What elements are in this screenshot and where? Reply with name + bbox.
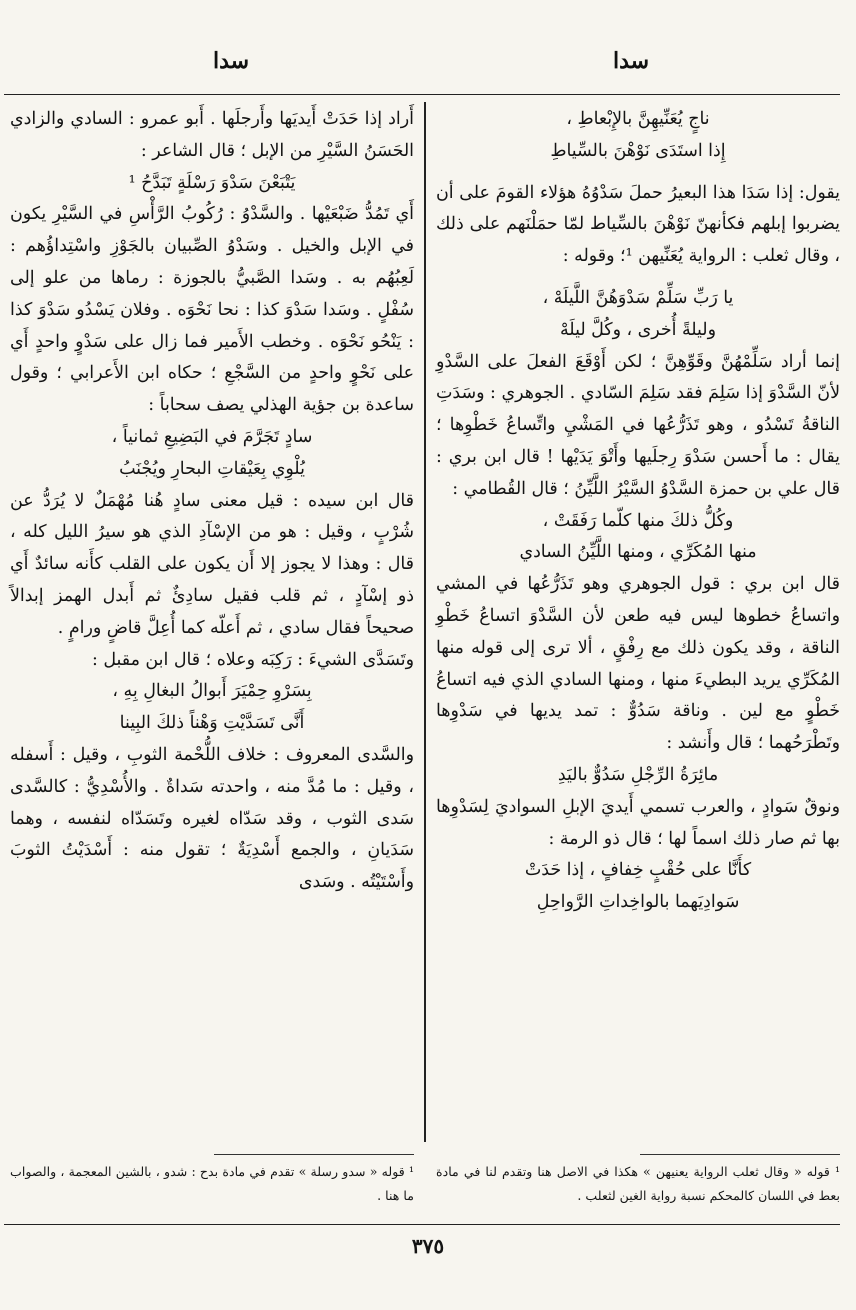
- verse-line: منها المُكَرِّي ، ومنها اللَّيِّنُ السادي: [519, 542, 757, 563]
- column-divider: [424, 102, 426, 1142]
- verse-line: يَتْبَعْنَ سَدْوَ رَسْلَةٍ تَبَدَّحُ ¹: [128, 172, 296, 193]
- spacer: [436, 273, 840, 283]
- verse-line: ناجٍ يُعَنِّيهِنَّ بالإِبْعاطِ ،: [566, 109, 710, 129]
- paragraph: وتَسَدَّى الشيءَ : رَكِبَه وعلاه ؛ قال ابن مقبل :: [91, 649, 414, 670]
- verse-line: بِسَرْوِ حِمْيَرَ أَبوالُ البغالِ بِهِ ،: [112, 681, 312, 702]
- top-rule: [4, 94, 840, 95]
- paragraph: إنما أراد سَلِّمْهُنَّ وقَوِّهِنَّ ؛ لكن أَوْقَعَ الفعلَ على السَّدْوِ لأنّ السَّدْوَ إذا سَلِمَ فقد سَلِمَ السّادي . الجوهري : وسَدَتِ الناقةُ تَسْدُو ، وهو تَذَرُّعُها في المَشْيِ واتِّساعُ خَطْوِها ؛ يقال : ما أَحسن سَدْوَ رِجلَيها وأَتْوَ يَدَيْها ! قال ابن بري : قال علي بن حمزة السَّدْوُ السَّيْرُ اللَّيِّنُ ؛ قال القُطامي :: [436, 351, 840, 499]
- verse-line: سادٍ تَجَرَّمَ في البَضِيعِ ثمانياً ،: [111, 426, 313, 447]
- header-right-title: سدا: [612, 48, 650, 74]
- paragraph: ونوقٌ سَوادٍ ، والعرب تسمي أَيديَ الإبلِ السواديَ لِسَدْوِها بها ثم صار ذلك اسماً لها ؛ قال ذو الرمة :: [436, 796, 840, 849]
- verse-line: كأَنَّا على حُقْبٍ خِفافٍ ، إذا حَدَتْ: [524, 860, 752, 881]
- verse-line: سَوادِيَهما بالواخِداتِ الرَّواحِلِ: [536, 892, 740, 913]
- verse-line: يُلْوِي بِعَيْقاتِ البحارِ ويُجْنَبُ: [119, 458, 305, 479]
- verse-line: وكُلُّ ذلكَ منها كلّما رَفَقَتْ ،: [542, 510, 734, 531]
- footnote-rule-right: [640, 1154, 840, 1155]
- page-number: ٣٧٥: [411, 1234, 445, 1258]
- verse-line: أَنَّى تَسَدَّيْتِ وَهْناً ذلكَ البِينا: [119, 713, 305, 734]
- verse-line: يا رَبِّ سَلِّمْ سَدْوَهُنَّ اللَّيلَهْ ،: [542, 287, 734, 308]
- verse-line: مائِرَةُ الرِّجْلِ سَدُوٌّ باليَدِ: [557, 764, 719, 785]
- footnote-left: ¹ قوله « سدو رسلة » تقدم في مادة بدح : شدو ، بالشين المعجمة ، والصواب ما هنا .: [10, 1164, 414, 1203]
- footnote-rule-left: [214, 1154, 414, 1155]
- verse-line: وليلةً أُخرى ، وكُلَّ ليلَهْ: [559, 319, 716, 340]
- footnote-right: ¹ قوله « وقال ثعلب الرواية يعنيهن » هكذا في الاصل هنا وتقدم لنا في مادة بعط في اللسان كالمحكم نسبة رواية الغين لثعلب .: [436, 1164, 840, 1203]
- verse-line: إِذا استَدَى نَوْهْنَ بالسِّياطِ: [550, 140, 726, 161]
- paragraph: أَراد إذا حَدَتْ أَيديَها وأَرجلَها . أَبو عمرو : السادي والزادي الحَسَنُ السَّيْرِ من الإبل ؛ قال الشاعر :: [10, 109, 414, 161]
- paragraph: قال ابن سيده : قيل معنى سادٍ هُنا مُهْمَلٌ لا يُرَدُّ عن شُرْبٍ ، وقيل : هو من الإسْآدِ الذي هو سيرُ الليل كله ، قال : وهذا لا يجوز إلا أَن يكون على القلب كأَنه سائدٌ أَي ذو إسْآدٍ ، ثم قلب فقيل سادِئٌ ثم أَبدل الهمز إبدالاً صحيحاً فقال سادي ، ثم أَعلّه كما أُعِلَّ قاضٍ ورامٍ .: [10, 490, 414, 638]
- spacer: [436, 168, 840, 178]
- paragraph: يقول: إذا سَدَا هذا البعيرُ حملَ سَدْوُهُ هؤلاء القومَ على أن يضربوا إبلهم فكأنهنّ نَوْهْنَ بالسِّياط لمّا حمَلْنَهم على ذلك ، وقال ثعلب : الرواية يُعَنِّيهن ¹؛ وقوله :: [436, 182, 840, 267]
- bottom-rule: [4, 1224, 840, 1225]
- left-column: [10, 104, 414, 899]
- paragraph: قال ابن بري : قول الجوهري وهو تَذَرُّعُها في المشي واتساعُ خطوها ليس فيه طعن لأن السَّدْوَ اتساعُ خَطْوِ الناقة ، وقد يكون ذلك مع رِفْقٍ ، ألا ترى إلى قوله منها المُكَرِّي يريد البطيءَ منها ، ومنها السادي الذي فيه اتساعُ خَطْوٍ مع لين . وناقة سَدُوٌّ : تمد يديها في سَدْوِها وتَطْرَحُهما ؛ قال وأَنشد :: [436, 574, 840, 754]
- paragraph: والسَّدى المعروف : خلاف اللُّحْمة الثوبِ ، وقيل : أَسفله ، وقيل : ما مُدَّ منه ، واحدته سَداةٌ . والأُسْدِيُّ : كالسَّدى سَدى الثوب ، وقد سَدّاه لغيره وتَسَدّاه لنفسه ، وهما سَدَيانِ ، والجمع أَسْدِيَةٌ ؛ تقول منه : أَسْدَيْتُ الثوبَ وأَسْتَيْتُه . وسَدى: [10, 744, 414, 893]
- right-column: [436, 104, 840, 919]
- header-left-title: سدا: [212, 48, 250, 74]
- paragraph: أَي تَمُدُّ ضَبْعَيْها . والسَّدْوُ : رُكُوبُ الرَّأْسِ في السَّيْرِ يكون في الإبل والخيل . وسَدْوُ الصِّبيان بالجَوْزِ واسْتِداؤُهم : لَعِبُهُم به . وسَدا الصَّبيُّ بالجوزة : رماها من علو إلى سُفْلٍ . وسَدا سَدْوَ كذا : نحا نَحْوَه . وفلان يَسْدُو سَدْوَ كذا : يَنْحُو نَحْوَه . وخطب الأَمير فما زال على سَدْوٍ واحدٍ أَي على نَحْوٍ واحدٍ من السَّجْعِ ؛ حكاه ابن الأَعرابي ؛ وقول ساعدة بن جؤية الهذلي يصف سحاباً :: [10, 204, 414, 416]
